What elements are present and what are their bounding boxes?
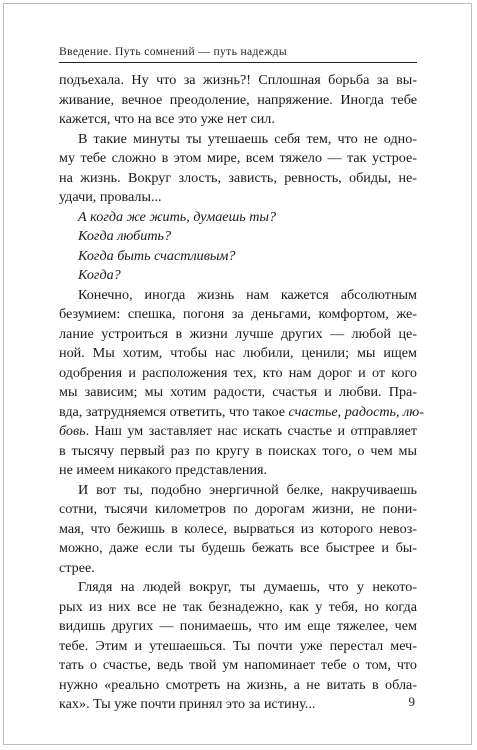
text-line: на жизнь. Вокруг злость, зависть, ревность, обиды, не- bbox=[59, 169, 417, 186]
text-line: И вот ты, подобно энергичной белке, накручиваешь bbox=[78, 481, 417, 498]
text-line bbox=[59, 403, 424, 423]
text-line: Глядя на людей вокруг, ты думаешь, что у некото- bbox=[78, 579, 417, 595]
text-line: мая, что бежишь в колесе, вырваться из которого невоз- bbox=[59, 520, 417, 537]
italic-line: Когда? bbox=[78, 267, 121, 283]
text-line: безумием: спешка, погоня за деньгами, комфортом, же- bbox=[59, 306, 417, 322]
running-header: Введение. Путь сомнений — путь надежды bbox=[59, 45, 288, 58]
text-line bbox=[59, 422, 417, 442]
italic-line: А когда же жить, думаешь ты? bbox=[78, 208, 277, 225]
header-rule bbox=[59, 62, 417, 63]
text-line: не имеем никакого представления. bbox=[59, 462, 268, 478]
text-line: кажется, что на все это уже нет сил. bbox=[59, 111, 275, 127]
text-line: лание устроиться в жизни лучше других — любой це- bbox=[59, 325, 417, 342]
italic-fragment: счастье, радость, лю- bbox=[288, 403, 424, 420]
text-line: сотни, тысячи километров по дорогам жизни, не пони- bbox=[59, 501, 417, 517]
body-text bbox=[59, 71, 424, 715]
text-line: можно, даже если ты будешь бежать все быстрее и бы- bbox=[59, 540, 417, 556]
text-fragment: . Наш ум заставляет нас искать счастье и отправляет bbox=[85, 423, 417, 439]
italic-line: Когда быть счастливым? bbox=[78, 247, 236, 264]
text-line: В такие минуты ты утешаешь себя тем, что не одно- bbox=[78, 130, 417, 147]
text-line: рых из них все не так безнадежно, как у тебя, но когда bbox=[59, 598, 417, 615]
text-line: тать о счастье, ведь твой ум напоминает тебе о том, что bbox=[59, 657, 417, 673]
text-line: нужно «реально смотреть на жизнь, а не витать в обла- bbox=[59, 676, 417, 693]
text-line: живание, вечное преодоление, напряжение. Иногда тебе bbox=[59, 91, 417, 108]
text-line: одобрения и расположения тех, кто нам дорог и от кого bbox=[59, 364, 417, 381]
text-line: ках». Ты уже почти принял это за истину... bbox=[59, 696, 316, 712]
italic-line: Когда любить? bbox=[78, 228, 172, 244]
text-line: подъехала. Ну что за жизнь?! Сплошная борьба за вы- bbox=[59, 72, 417, 88]
text-fragment: вда, затрудняемся ответить, что такое bbox=[59, 403, 285, 420]
text-line: му тебе сложно в этом мире, всем тяжело — так устрое- bbox=[59, 150, 417, 166]
text-line: удачи, провалы... bbox=[59, 189, 162, 205]
text-line: стрее. bbox=[59, 559, 95, 576]
text-line: видишь других — понимаешь, что им еще тяжелее, чем bbox=[59, 618, 417, 634]
text-line: тебе. Этим и утешаешься. Ты почти уже перестал меч- bbox=[59, 637, 417, 654]
text-line: ной. Мы хотим, чтобы нас любили, ценили; мы ищем bbox=[59, 345, 417, 361]
text-line: в тысячу первый раз по кругу в поисках того, о чем мы bbox=[59, 442, 417, 459]
italic-fragment: бовь bbox=[59, 423, 86, 439]
text-line: мы зависим; мы хотим радости, счастья и любви. Пра- bbox=[59, 384, 417, 400]
page-number: 9 bbox=[408, 694, 415, 709]
text-line: Конечно, иногда жизнь нам кажется абсолютным bbox=[78, 286, 417, 303]
